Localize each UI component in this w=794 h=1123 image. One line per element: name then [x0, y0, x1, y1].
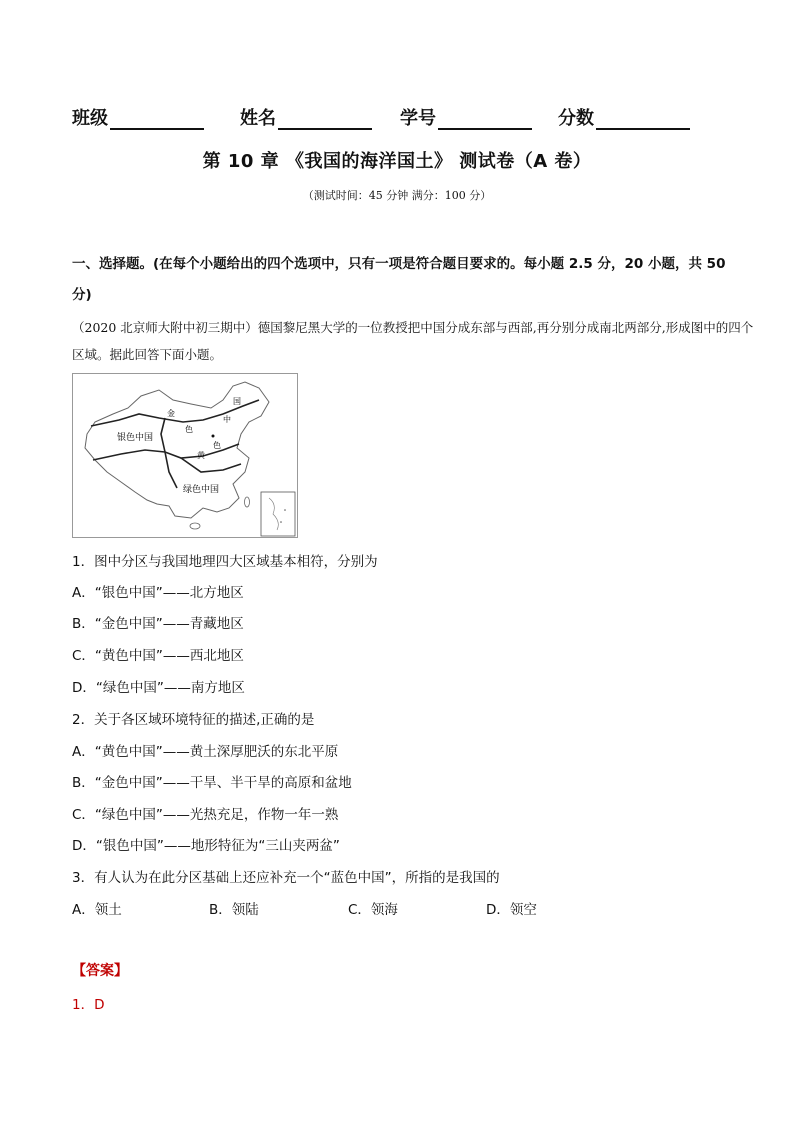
- page-subtitle: （测试时间：45 分钟 满分：100 分）: [302, 189, 492, 202]
- map-svg: [73, 374, 297, 537]
- map-label-jin: 金: [167, 409, 175, 418]
- name-blank[interactable]: [278, 108, 372, 130]
- question-1-stem: 1．图中分区与我国地理四大区域基本相符，分别为: [72, 554, 378, 570]
- answer-1: 1．D: [72, 997, 105, 1013]
- student-id-field: [400, 104, 532, 130]
- question-3-option-a[interactable]: A．领土: [72, 902, 122, 918]
- page-title: 第 10 章 《我国的海洋国土》 测试卷（A 卷）: [202, 151, 592, 172]
- question-1-option-c[interactable]: C．“黄色中国”——西北地区: [72, 648, 244, 664]
- question-2-option-d[interactable]: D．“银色中国”——地形特征为“三山夹两盆”: [72, 838, 340, 854]
- map-label-green: 绿色中国: [183, 485, 220, 495]
- class-field: [72, 104, 204, 130]
- score-field: [558, 104, 690, 130]
- question-3-options: [72, 898, 672, 918]
- question-3-option-c[interactable]: C．领海: [348, 902, 398, 918]
- question-2-stem: 2．关于各区域环境特征的描述,正确的是: [72, 712, 315, 728]
- map-label-huang: 黄: [197, 451, 205, 460]
- name-label: 姓名: [240, 108, 276, 129]
- answer-heading: 【答案】: [72, 963, 128, 979]
- map-label-se: 色: [185, 425, 193, 434]
- section-heading: 一、选择题。(在每个小题给出的四个选项中，只有一项是符合题目要求的。每小题 2.5 分，20 小题，共 50 分): [72, 256, 726, 303]
- name-field: [240, 104, 372, 130]
- score-label: 分数: [558, 108, 594, 129]
- student-info-row: [72, 104, 722, 132]
- question-1-option-b[interactable]: B．“金色中国”——青藏地区: [72, 616, 244, 632]
- question-1-option-a[interactable]: A．“银色中国”——北方地区: [72, 585, 244, 601]
- question-2-option-b[interactable]: B．“金色中国”——干旱、半干旱的高原和盆地: [72, 775, 352, 791]
- map-label-yellow-se: 色: [213, 441, 221, 450]
- student-id-blank[interactable]: [438, 108, 532, 130]
- map-label-silver: 银色中国: [117, 433, 154, 443]
- question-1-option-d[interactable]: D．“绿色中国”——南方地区: [72, 680, 245, 696]
- student-id-label: 学号: [400, 108, 436, 129]
- class-blank[interactable]: [110, 108, 204, 130]
- map-label-zhong: 中: [223, 415, 231, 424]
- score-blank[interactable]: [596, 108, 690, 130]
- question-intro: （2020 北京师大附中初三期中）德国黎尼黑大学的一位教授把中国分成东部与西部,再分别分成南北两部分,形成图中的四个区域。据此回答下面小题。: [72, 320, 754, 362]
- map-label-guo: 国: [233, 397, 241, 406]
- question-2-option-a[interactable]: A．“黄色中国”——黄土深厚肥沃的东北平原: [72, 744, 339, 760]
- question-3-option-b[interactable]: B．领陆: [209, 902, 259, 918]
- question-3-option-d[interactable]: D．领空: [486, 902, 537, 918]
- question-2-option-c[interactable]: C．“绿色中国”——光热充足，作物一年一熟: [72, 807, 339, 823]
- china-regions-map: [72, 373, 298, 538]
- question-3-stem: 3．有人认为在此分区基础上还应补充一个“蓝色中国”，所指的是我国的: [72, 870, 500, 886]
- class-label: 班级: [72, 108, 108, 129]
